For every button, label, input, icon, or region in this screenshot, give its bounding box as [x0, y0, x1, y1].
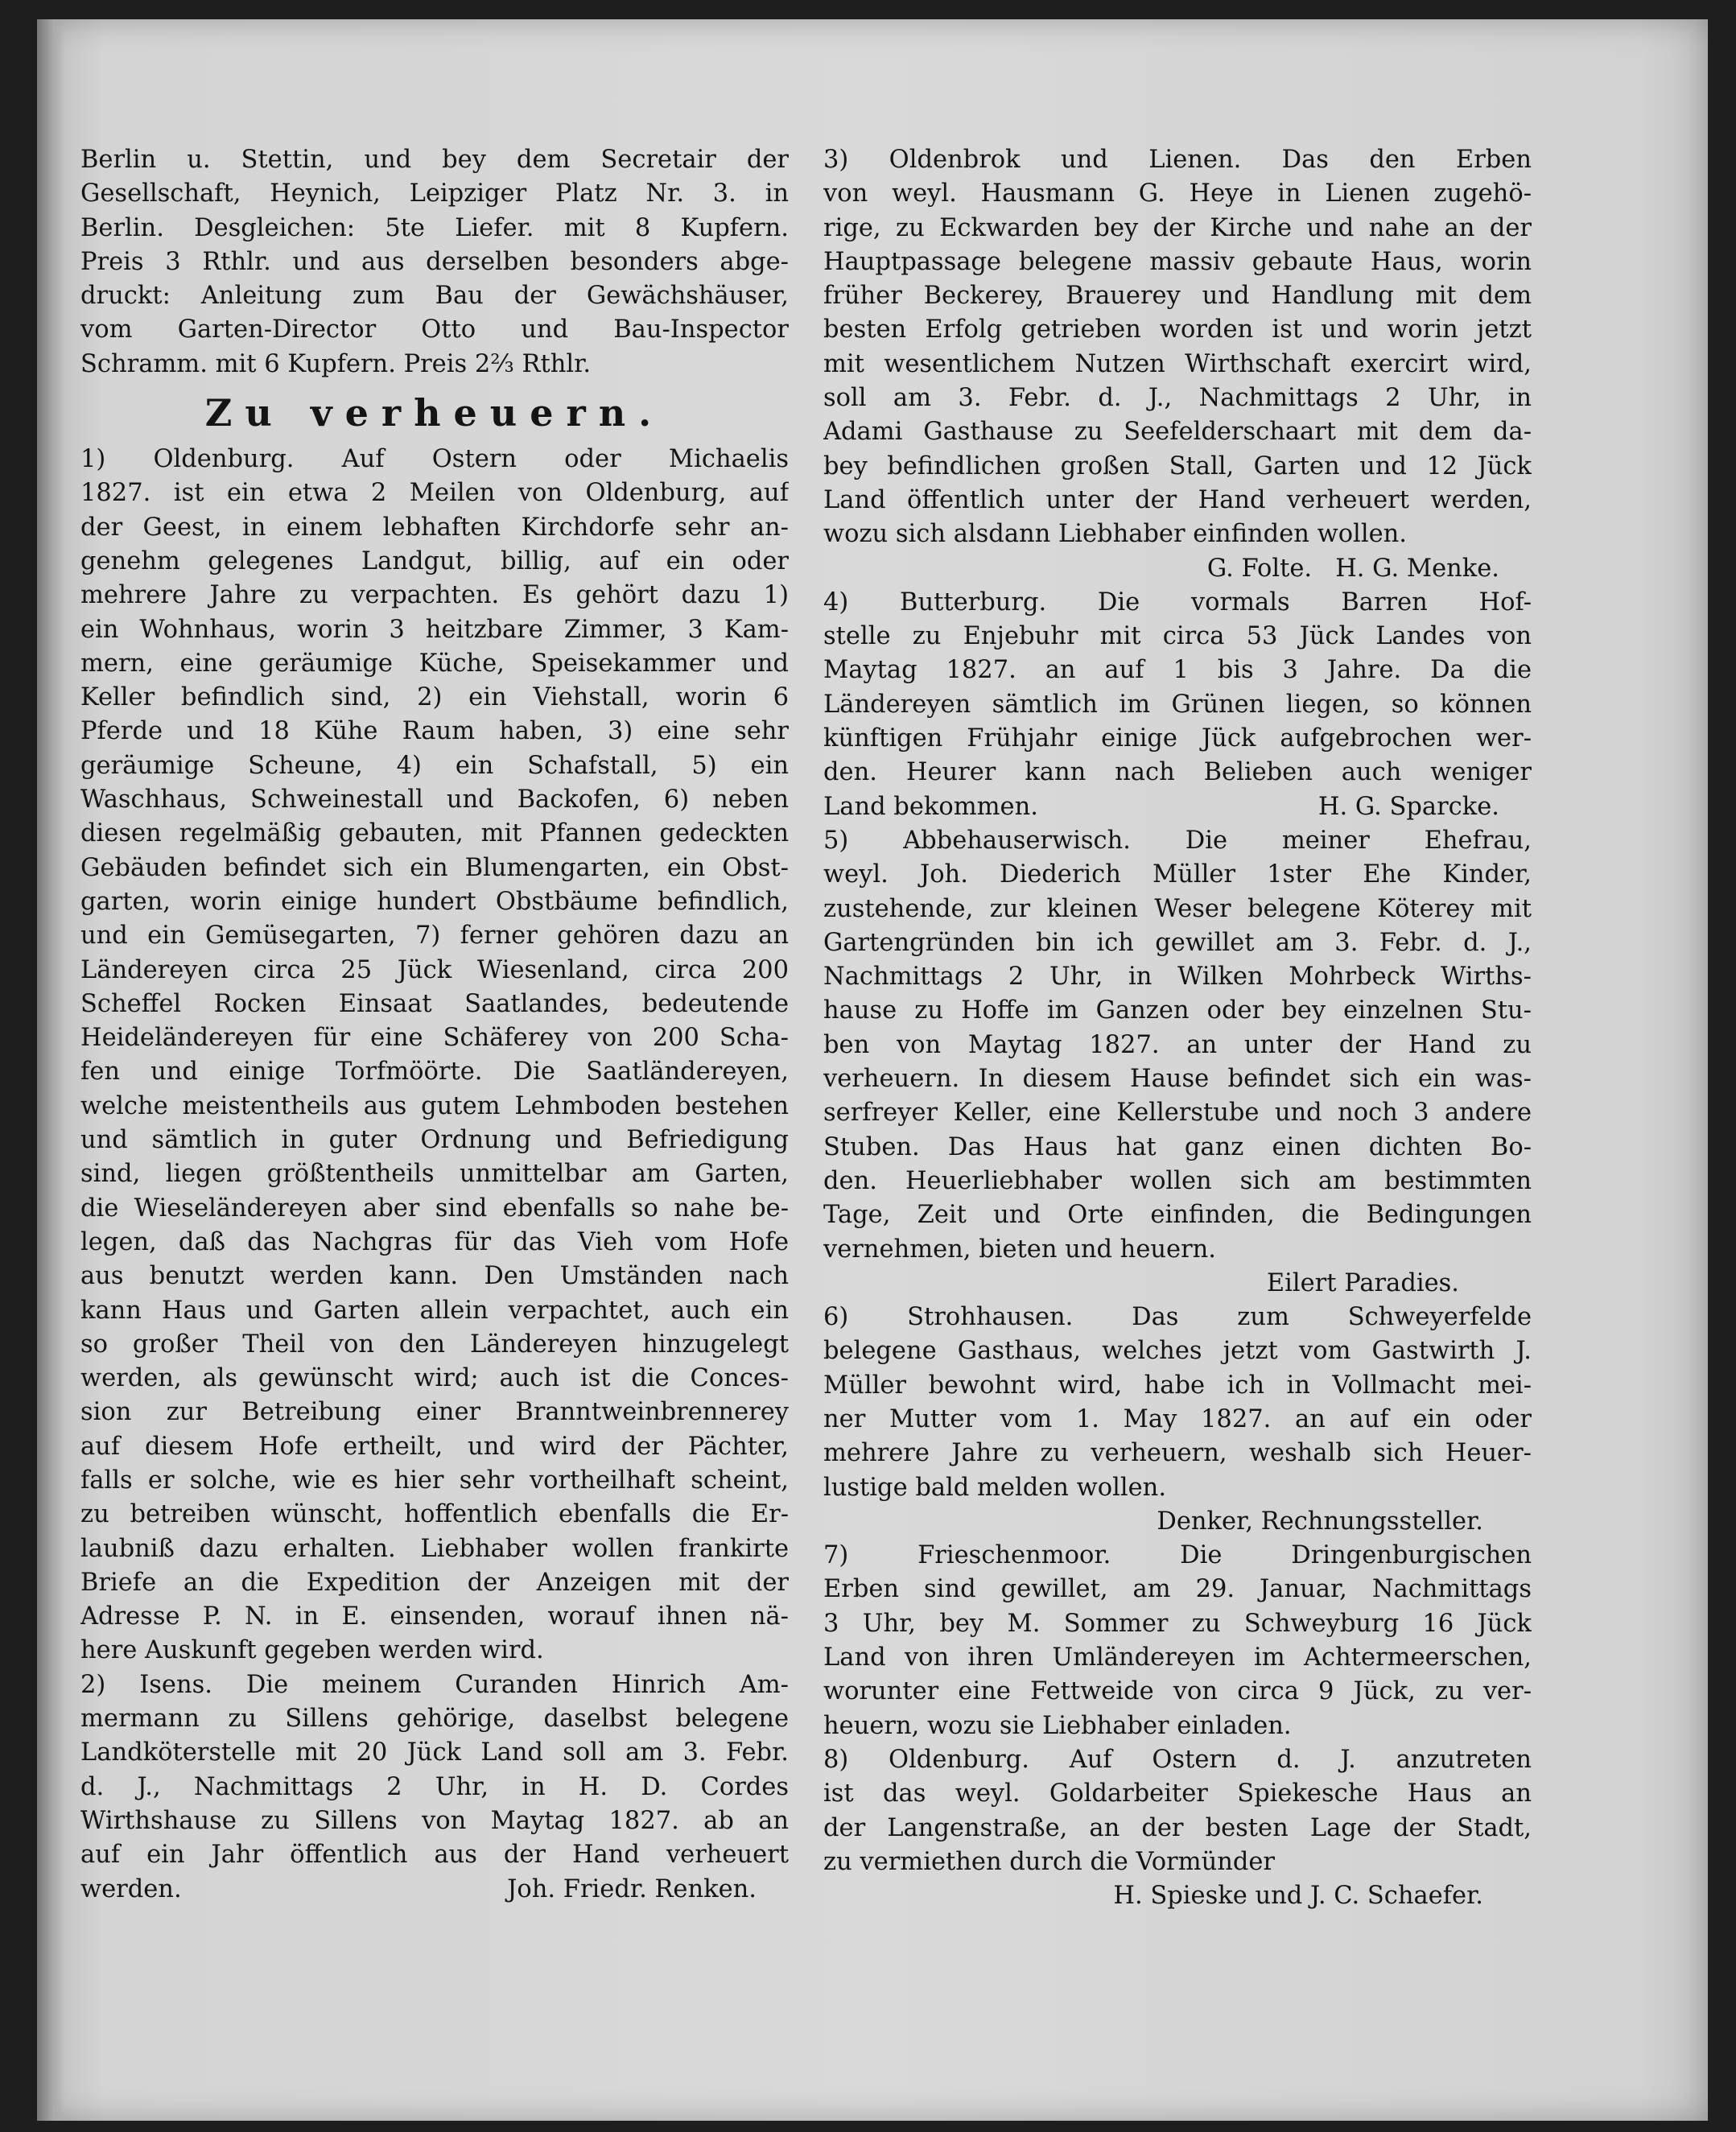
text-line: legen, daß das Nachgras für das Vieh vom Hofe — [80, 1227, 789, 1256]
text-line: Pferde und 18 Kühe Raum haben, 3) eine sehr — [80, 717, 789, 746]
text-line: besten Erfolg getrieben worden ist und worin jetzt — [823, 315, 1532, 344]
text-line: 5) Abbehauserwisch. Die meiner Ehefrau, — [823, 826, 1532, 855]
text-line: den. Heurer kann nach Belieben auch weniger — [823, 758, 1532, 787]
entry-7 — [823, 1539, 1532, 1743]
text-line: mehrere Jahre zu verheuern, weshalb sich Heuer- — [823, 1439, 1532, 1468]
text-line: Ländereyen circa 25 Jück Wiesenland, circa 200 — [80, 955, 789, 984]
text-line: aus benutzt werden kann. Den Umständen nach — [80, 1262, 789, 1291]
text-line: belegene Gasthaus, welches jetzt vom Gastwirth J. — [823, 1337, 1532, 1366]
text-line: fen und einige Torfmöörte. Die Saatländereyen, — [80, 1058, 789, 1087]
text-line: mern, eine geräumige Küche, Speisekammer und — [80, 649, 789, 678]
text-line: druckt: Anleitung zum Bau der Gewächshäuser, — [80, 282, 789, 311]
text-line: genehm gelegenes Landgut, billig, auf ein oder — [80, 546, 789, 575]
text-line: verheuern. In diesem Hause befindet sich ein was- — [823, 1065, 1532, 1094]
text-line: Nachmittags 2 Uhr, in Wilken Mohrbeck Wirths- — [823, 963, 1532, 992]
text-line: weyl. Joh. Diederich Müller 1ster Ehe Kinder, — [823, 860, 1532, 889]
entry-3-signature: G. Folte. H. G. Menke. — [1206, 554, 1499, 583]
entry-5-signature: Eilert Paradies. — [1266, 1268, 1459, 1297]
text-line: ein Wohnhaus, worin 3 heitzbare Zimmer, 3 Kam- — [80, 615, 789, 644]
text-line: kann Haus und Garten allein verpachtet, auch ein — [80, 1296, 789, 1325]
text-line: rige, zu Eckwarden bey der Kirche und nahe an der — [823, 213, 1532, 242]
text-line: mit wesentlichem Nutzen Wirthschaft exercirt wird, — [823, 349, 1532, 378]
text-line: Wirthshause zu Sillens von Maytag 1827. ab an — [80, 1806, 789, 1835]
text-line: Müller bewohnt wird, habe ich in Vollmacht mei- — [823, 1371, 1532, 1400]
text-line: Scheffel Rocken Einsaat Saatlandes, bedeutende — [80, 989, 789, 1018]
text-line: mehrere Jahre zu verpachten. Es gehört dazu 1) — [80, 581, 789, 610]
text-line: Land öffentlich unter der Hand verheuert werden, — [823, 485, 1532, 514]
text-line: welche meistentheils aus gutem Lehmboden bestehen — [80, 1091, 789, 1120]
text-line: 6) Strohhausen. Das zum Schweyerfelde — [823, 1303, 1532, 1332]
text-line: bey befindlichen großen Stall, Garten und 12 Jück — [823, 452, 1532, 480]
text-line: Land von ihren Umländereyen im Achtermeerschen, — [823, 1643, 1532, 1672]
text-line: serfreyer Keller, eine Kellerstube und noch 3 andere — [823, 1099, 1532, 1128]
text-line: sion zur Betreibung einer Branntweinbrennerey — [80, 1398, 789, 1427]
entry-8-signature: H. Spieske und J. C. Schaefer. — [1113, 1882, 1483, 1911]
text-line: ner Mutter vom 1. May 1827. an auf ein oder — [823, 1404, 1532, 1433]
text-line: Tage, Zeit und Orte einfinden, die Bedingungen — [823, 1201, 1532, 1230]
text-line: der Langenstraße, an der besten Lage der Stadt, — [823, 1813, 1532, 1842]
text-line: Gebäuden befindet sich ein Blumengarten, ein Obst- — [80, 853, 789, 882]
text-line: 1) Oldenburg. Auf Ostern oder Michaelis — [80, 445, 789, 474]
text-line: zu vermiethen durch die Vormünder — [823, 1847, 1276, 1876]
text-line: zustehende, zur kleinen Weser belegene Köterey mit — [823, 894, 1532, 923]
entry-2-signature-line — [80, 1873, 789, 1907]
section-heading: Zu verheuern. — [204, 391, 665, 435]
text-line: 2) Isens. Die meinem Curanden Hinrich Am- — [80, 1670, 789, 1699]
text-line: Keller befindlich sind, 2) ein Viehstall, worin 6 — [80, 683, 789, 712]
text-line: Adresse P. N. in E. einsenden, worauf ihnen nä- — [80, 1602, 789, 1631]
text-line: 7) Frieschenmoor. Die Dringenburgischen — [823, 1541, 1532, 1570]
text-line: stelle zu Enjebuhr mit circa 53 Jück Landes von — [823, 622, 1532, 651]
text-line: auf ein Jahr öffentlich aus der Hand verheuert — [80, 1841, 789, 1870]
text-line: ben von Maytag 1827. an unter der Hand zu — [823, 1030, 1532, 1059]
text-line: diesen regelmäßig gebauten, mit Pfannen gedeckten — [80, 819, 789, 848]
text-line: Berlin. Desgleichen: 5te Liefer. mit 8 Kupfern. — [80, 213, 789, 242]
text-line: worunter eine Fettweide von circa 9 Jück, zu ver- — [823, 1677, 1532, 1706]
entry-4-signature: H. G. Sparcke. — [1317, 792, 1499, 821]
entry-4 — [823, 586, 1532, 790]
text-line: Adami Gasthause zu Seefelderschaart mit dem da- — [823, 418, 1532, 447]
text-line: falls er solche, wie es hier sehr vortheilhaft scheint, — [80, 1466, 789, 1495]
entry-2-final-word: werden. — [80, 1874, 182, 1903]
entry-8 — [823, 1743, 1532, 1879]
text-line: Landköterstelle mit 20 Jück Land soll am 3. Febr. — [80, 1738, 789, 1767]
text-line: d. J., Nachmittags 2 Uhr, in H. D. Cordes — [80, 1772, 789, 1801]
text-line: und sämtlich in guter Ordnung und Befriedigung — [80, 1126, 789, 1155]
entry-3 — [823, 143, 1532, 552]
text-line: vernehmen, bieten und heuern. — [823, 1235, 1216, 1264]
text-line: die Wieseländereyen aber sind ebenfalls so nahe be- — [80, 1194, 789, 1223]
text-line: 3 Uhr, bey M. Sommer zu Schweyburg 16 Jück — [823, 1609, 1532, 1638]
entry-6-signature: Denker, Rechnungssteller. — [1157, 1507, 1483, 1536]
text-line: zu betreiben wünscht, hoffentlich ebenfalls die Er- — [80, 1500, 789, 1529]
text-line: soll am 3. Febr. d. J., Nachmittags 2 Uhr, in — [823, 384, 1532, 413]
text-line: ist das weyl. Goldarbeiter Spiekesche Haus an — [823, 1779, 1532, 1808]
left-column — [80, 143, 789, 1907]
text-line: Hauptpassage belegene massiv gebaute Haus, worin — [823, 247, 1532, 276]
text-line: früher Beckerey, Brauerey und Handlung mit dem — [823, 282, 1532, 311]
text-line: werden, als gewünscht wird; auch ist die Conces- — [80, 1364, 789, 1393]
text-line: und ein Gemüsegarten, 7) ferner gehören dazu an — [80, 922, 789, 951]
text-line: sind, liegen größtentheils unmittelbar am Garten, — [80, 1160, 789, 1189]
text-line: heuern, wozu sie Liebhaber einladen. — [823, 1711, 1292, 1740]
binding-gutter — [37, 19, 64, 2121]
entry-2 — [80, 1668, 789, 1873]
entry-5 — [823, 824, 1532, 1267]
entry-4-signature-line — [823, 790, 1532, 824]
text-line: Heideländereyen für eine Schäferey von 200 Scha- — [80, 1024, 789, 1053]
text-line: garten, worin einige hundert Obstbäume befindlich, — [80, 887, 789, 916]
text-line: wozu sich alsdann Liebhaber einfinden wollen. — [823, 520, 1407, 549]
text-line: den. Heuerliebhaber wollen sich am bestimmten — [823, 1166, 1532, 1195]
text-line: 4) Butterburg. Die vormals Barren Hof- — [823, 588, 1532, 617]
entry-4-final-words: Land bekommen. — [823, 792, 1038, 821]
text-line: 8) Oldenburg. Auf Ostern d. J. anzutreten — [823, 1745, 1532, 1774]
text-line: hause zu Hoffe im Ganzen oder bey einzelnen Stu- — [823, 996, 1532, 1025]
text-line: Erben sind gewillet, am 29. Januar, Nachmittags — [823, 1575, 1532, 1604]
entry-2-signature: Joh. Friedr. Renken. — [507, 1874, 757, 1903]
text-line: mermann zu Sillens gehörige, daselbst belegene — [80, 1705, 789, 1734]
intro-text — [80, 143, 789, 381]
text-line: here Auskunft gegeben werden wird. — [80, 1636, 544, 1665]
text-line: geräumige Scheune, 4) ein Schafstall, 5) ein — [80, 751, 789, 780]
text-line: Ländereyen sämtlich im Grünen liegen, so können — [823, 690, 1532, 719]
text-line: 1827. ist ein etwa 2 Meilen von Oldenburg, auf — [80, 479, 789, 508]
text-line: der Geest, in einem lebhaften Kirchdorfe sehr an- — [80, 513, 789, 542]
text-line: so großer Theil von den Ländereyen hinzugelegt — [80, 1330, 789, 1359]
text-line: Preis 3 Rthlr. und aus derselben besonders abge- — [80, 247, 789, 276]
text-line: Waschhaus, Schweinestall und Backofen, 6) neben — [80, 786, 789, 814]
text-line: Schramm. mit 6 Kupfern. Preis 2⅔ Rthlr. — [80, 349, 592, 378]
right-column — [823, 143, 1532, 1913]
text-line: 3) Oldenbrok und Lienen. Das den Erben — [823, 146, 1532, 174]
text-line: Briefe an die Expedition der Anzeigen mit der — [80, 1568, 789, 1597]
text-line: Gesellschaft, Heynich, Leipziger Platz Nr. 3. in — [80, 179, 789, 208]
text-line: Stuben. Das Haus hat ganz einen dichten Bo- — [823, 1132, 1532, 1161]
text-line: künftigen Frühjahr einige Jück aufgebrochen wer- — [823, 724, 1532, 753]
text-line: auf diesem Hofe ertheilt, und wird der Pächter, — [80, 1432, 789, 1461]
text-line: Gartengründen bin ich gewillet am 3. Febr. d. J., — [823, 928, 1532, 957]
text-line: Berlin u. Stettin, und bey dem Secretair der — [80, 146, 789, 174]
text-line: vom Garten-Director Otto und Bau-Inspector — [80, 315, 789, 344]
text-line: laubniß dazu erhalten. Liebhaber wollen frankirte — [80, 1534, 789, 1563]
text-line: von weyl. Hausmann G. Heye in Lienen zugehö- — [823, 179, 1532, 208]
text-line: lustige bald melden wollen. — [823, 1473, 1167, 1502]
text-line: Maytag 1827. an auf 1 bis 3 Jahre. Da die — [823, 656, 1532, 685]
entry-6 — [823, 1301, 1532, 1505]
entry-1 — [80, 443, 789, 1668]
